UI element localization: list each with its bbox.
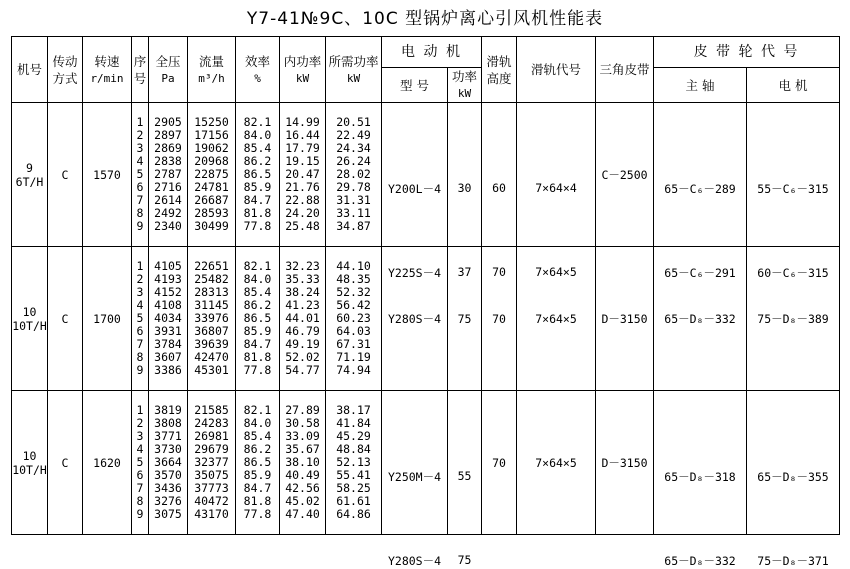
main-shaft-cell [654,391,747,568]
list-item: 40472 [194,493,229,508]
seq-cell [132,103,149,247]
table-row-group-3 [12,391,840,535]
motor-power: 30 [457,180,472,195]
list-item: 44.10 [336,259,371,274]
list-item: 3 [136,141,144,156]
motor-shaft-cell [747,103,840,280]
list-item: 33.11 [336,205,371,220]
list-item: 4 [136,154,144,169]
list-item: 81.8 [243,205,272,220]
v-belt-cell: C－2500 [596,103,654,247]
list-item: 85.9 [243,467,272,482]
list-item: 35.33 [285,272,320,287]
list-item: 2897 [154,128,182,143]
list-item: 28593 [194,205,229,220]
motor-model: Y280S－4 [387,553,442,568]
list-item: 77.8 [243,218,272,233]
list-item: 41.84 [336,416,371,431]
list-item: 3771 [154,429,182,444]
list-item: 48.35 [336,272,371,287]
list-item: 24.20 [285,205,320,220]
list-item: 86.2 [243,154,272,169]
list-item: 3436 [154,480,182,495]
list-item: 39639 [194,336,229,351]
list-item: 40.49 [285,467,320,482]
list-item: 3819 [154,403,182,418]
list-item: 71.19 [336,349,371,364]
list-item: 45.29 [336,429,371,444]
motor-model: Y225S－4 [387,265,442,280]
list-item: 38.17 [336,403,371,418]
list-item: 4108 [154,298,182,313]
list-item: 5 [136,167,144,182]
rail-height: 60 [492,180,506,195]
list-item: 33976 [194,311,229,326]
header-row-1 [12,37,840,68]
flow-cell [188,391,236,535]
list-item: 48.84 [336,442,371,457]
list-item: 84.0 [243,128,272,143]
list-item: 47.40 [285,506,320,521]
list-item: 43170 [194,506,229,521]
list-item: 2340 [154,218,182,233]
header-efficiency: 效率 % [236,37,280,103]
list-item: 37773 [194,480,229,495]
machine-no-cell: 9 6T/H [12,103,48,247]
list-item: 3276 [154,493,182,508]
motor-shaft-cell: 75－D₈－389 [747,247,840,391]
seq-cell [132,391,149,535]
list-item: 85.4 [243,429,272,444]
list-item: 61.61 [336,493,371,508]
list-item: 3 [136,429,144,444]
list-item: 5 [136,311,144,326]
efficiency-cell [236,391,280,535]
list-item: 85.9 [243,323,272,338]
list-item: 20.47 [285,167,320,182]
motor-shaft-code: 55－C₆－315 [757,181,829,196]
motor-model-cell [382,391,448,568]
table-title: Y7-41№9C、10C 型锅炉离心引风机性能表 [246,9,604,29]
header-rail-height: 滑轨高度 [482,37,517,103]
motor-power: 75 [457,552,472,567]
list-item: 86.5 [243,455,272,470]
list-item: 2787 [154,167,182,182]
motor-shaft-cell [747,391,840,568]
list-item: 3570 [154,467,182,482]
motor-shaft-code: 60－C₆－315 [757,265,829,280]
flow-cell [188,103,236,247]
machine-no-cell: 10 10T/H [12,391,48,535]
list-item: 1 [136,403,144,418]
main-shaft-cell: 65－D₈－332 [654,247,747,391]
main-shaft-code: 65－C₆－291 [664,265,736,280]
pressure-cell [149,247,188,391]
list-item: 42470 [194,349,229,364]
machine-no-cell: 10 10T/H [12,247,48,391]
list-item: 52.32 [336,285,371,300]
list-item: 1 [136,259,144,274]
rail-height-cell [482,103,517,279]
list-item: 54.77 [285,362,320,377]
list-item: 64.03 [336,323,371,338]
list-item: 35075 [194,467,229,482]
speed-cell: 1700 [83,247,132,391]
list-item: 9 [136,218,144,233]
list-item: 7 [136,480,144,495]
table-row-group-1 [12,103,840,247]
list-item: 2614 [154,192,182,207]
list-item: 3730 [154,442,182,457]
list-item: 3075 [154,506,182,521]
list-item: 24.34 [336,141,371,156]
header-motor: 电 动 机 [382,37,482,68]
header-speed: 转速 r/min [83,37,132,103]
main-shaft-code: 65－C₆－289 [664,181,736,196]
list-item: 17.79 [285,141,320,156]
pressure-cell [149,103,188,247]
list-item: 46.79 [285,323,320,338]
efficiency-cell [236,247,280,391]
main-shaft-code: 65－D₈－318 [664,469,736,484]
list-item: 44.01 [285,311,320,326]
list-item: 86.5 [243,167,272,182]
list-item: 3 [136,285,144,300]
required-power-cell [326,247,382,391]
list-item: 41.23 [285,298,320,313]
list-item: 86.5 [243,311,272,326]
list-item: 9 [136,506,144,521]
list-item: 84.7 [243,336,272,351]
list-item: 35.67 [285,442,320,457]
list-item: 4105 [154,259,182,274]
list-item: 2905 [154,115,182,130]
list-item: 2 [136,416,144,431]
list-item: 22.49 [336,128,371,143]
list-item: 4034 [154,311,182,326]
motor-power-cell: 75 [448,247,482,391]
list-item: 86.2 [243,442,272,457]
motor-model-cell [382,103,448,280]
motor-power-cell [448,103,482,279]
list-item: 84.7 [243,192,272,207]
seq-cell [132,247,149,391]
list-item: 38.10 [285,455,320,470]
motor-power: 37 [457,264,472,279]
rail-height-cell: 70 [482,391,517,535]
pressure-cell [149,391,188,535]
rail-height: 70 [492,264,506,279]
list-item: 52.02 [285,349,320,364]
header-required-power: 所需功率 kW [326,37,382,103]
speed-cell: 1570 [83,103,132,247]
list-item: 22.88 [285,192,320,207]
list-item: 5 [136,455,144,470]
header-rail-code: 滑轨代号 [517,37,596,103]
motor-power: 55 [457,468,472,483]
rail-code-cell [517,103,596,279]
internal-power-cell [280,103,326,247]
drive-cell: C [48,247,83,391]
list-item: 3607 [154,349,182,364]
list-item: 81.8 [243,349,272,364]
list-item: 4193 [154,272,182,287]
list-item: 82.1 [243,259,272,274]
required-power-cell [326,103,382,247]
list-item: 9 [136,362,144,377]
list-item: 29679 [194,442,229,457]
list-item: 3931 [154,323,182,338]
header-pulley: 皮 带 轮 代 号 [654,37,840,68]
list-item: 56.42 [336,298,371,313]
list-item: 34.87 [336,218,371,233]
list-item: 19.15 [285,154,320,169]
header-motor-model: 型 号 [382,68,448,103]
list-item: 3784 [154,336,182,351]
list-item: 4 [136,442,144,457]
flow-cell [188,247,236,391]
list-item: 85.9 [243,179,272,194]
list-item: 19062 [194,141,229,156]
list-item: 77.8 [243,506,272,521]
list-item: 8 [136,493,144,508]
list-item: 85.4 [243,285,272,300]
header-main-shaft: 主 轴 [654,68,747,103]
list-item: 6 [136,323,144,338]
list-item: 22651 [194,259,229,274]
header-motor-shaft: 电 机 [747,68,840,103]
list-item: 17156 [194,128,229,143]
v-belt-cell: D－3150 [596,247,654,391]
header-drive: 传动方式 [48,37,83,103]
list-item: 82.1 [243,115,272,130]
list-item: 20968 [194,154,229,169]
header-flow: 流量 m³/h [188,37,236,103]
list-item: 2 [136,272,144,287]
list-item: 36807 [194,323,229,338]
internal-power-cell [280,391,326,535]
list-item: 26981 [194,429,229,444]
list-item: 7 [136,336,144,351]
motor-power-cell [448,391,482,567]
list-item: 14.99 [285,115,320,130]
list-item: 7 [136,192,144,207]
list-item: 2838 [154,154,182,169]
list-item: 55.41 [336,467,371,482]
rail-code-cell: 7×64×5 [517,247,596,391]
list-item: 33.09 [285,429,320,444]
list-item: 77.8 [243,362,272,377]
list-item: 60.23 [336,311,371,326]
list-item: 25.48 [285,218,320,233]
list-item: 26687 [194,192,229,207]
motor-model: Y200L－4 [387,181,442,196]
header-v-belt: 三角皮带 [596,37,654,103]
list-item: 84.0 [243,272,272,287]
header-pressure: 全压 Pa [149,37,188,103]
list-item: 58.25 [336,480,371,495]
list-item: 4152 [154,285,182,300]
list-item: 84.0 [243,416,272,431]
header-motor-power: 功率 kW [448,68,482,103]
list-item: 2492 [154,205,182,220]
list-item: 2869 [154,141,182,156]
list-item: 64.86 [336,506,371,521]
header-machine-no: 机号 [12,37,48,103]
list-item: 30499 [194,218,229,233]
list-item: 3808 [154,416,182,431]
list-item: 8 [136,349,144,364]
list-item: 3386 [154,362,182,377]
list-item: 1 [136,115,144,130]
list-item: 67.31 [336,336,371,351]
list-item: 45301 [194,362,229,377]
list-item: 52.13 [336,455,371,470]
efficiency-cell [236,103,280,247]
motor-model-cell: Y280S－4 [382,247,448,391]
list-item: 32.23 [285,259,320,274]
list-item: 27.89 [285,403,320,418]
rail-code-cell: 7×64×5 [517,391,596,535]
list-item: 28.02 [336,167,371,182]
list-item: 22875 [194,167,229,182]
list-item: 29.78 [336,179,371,194]
drive-cell: C [48,391,83,535]
list-item: 4 [136,298,144,313]
internal-power-cell [280,247,326,391]
list-item: 2 [136,128,144,143]
list-item: 21585 [194,403,229,418]
list-item: 45.02 [285,493,320,508]
list-item: 30.58 [285,416,320,431]
motor-model: Y250M－4 [387,469,442,484]
list-item: 31.31 [336,192,371,207]
list-item: 21.76 [285,179,320,194]
list-item: 6 [136,179,144,194]
rail-code: 7×64×4 [535,180,577,195]
list-item: 74.94 [336,362,371,377]
required-power-cell [326,391,382,535]
motor-shaft-code: 65－D₈－355 [757,469,829,484]
list-item: 82.1 [243,403,272,418]
list-item: 81.8 [243,493,272,508]
list-item: 49.19 [285,336,320,351]
list-item: 6 [136,467,144,482]
list-item: 31145 [194,298,229,313]
list-item: 25482 [194,272,229,287]
list-item: 15250 [194,115,229,130]
list-item: 32377 [194,455,229,470]
drive-cell: C [48,103,83,247]
rail-code: 7×64×5 [535,264,577,279]
v-belt-cell: D－3150 [596,391,654,535]
list-item: 16.44 [285,128,320,143]
list-item: 28313 [194,285,229,300]
list-item: 24781 [194,179,229,194]
main-shaft-cell [654,103,747,280]
list-item: 85.4 [243,141,272,156]
list-item: 2716 [154,179,182,194]
header-internal-power: 内功率 kW [280,37,326,103]
list-item: 3664 [154,455,182,470]
list-item: 84.7 [243,480,272,495]
list-item: 38.24 [285,285,320,300]
list-item: 86.2 [243,298,272,313]
list-item: 26.24 [336,154,371,169]
list-item: 24283 [194,416,229,431]
speed-cell: 1620 [83,391,132,535]
header-seq: 序号 [132,37,149,103]
performance-table [11,36,840,568]
motor-shaft-code: 75－D₈－371 [757,553,829,568]
list-item: 20.51 [336,115,371,130]
list-item: 42.56 [285,480,320,495]
main-shaft-code: 65－D₈－332 [664,553,736,568]
list-item: 8 [136,205,144,220]
rail-height-cell: 70 [482,247,517,391]
